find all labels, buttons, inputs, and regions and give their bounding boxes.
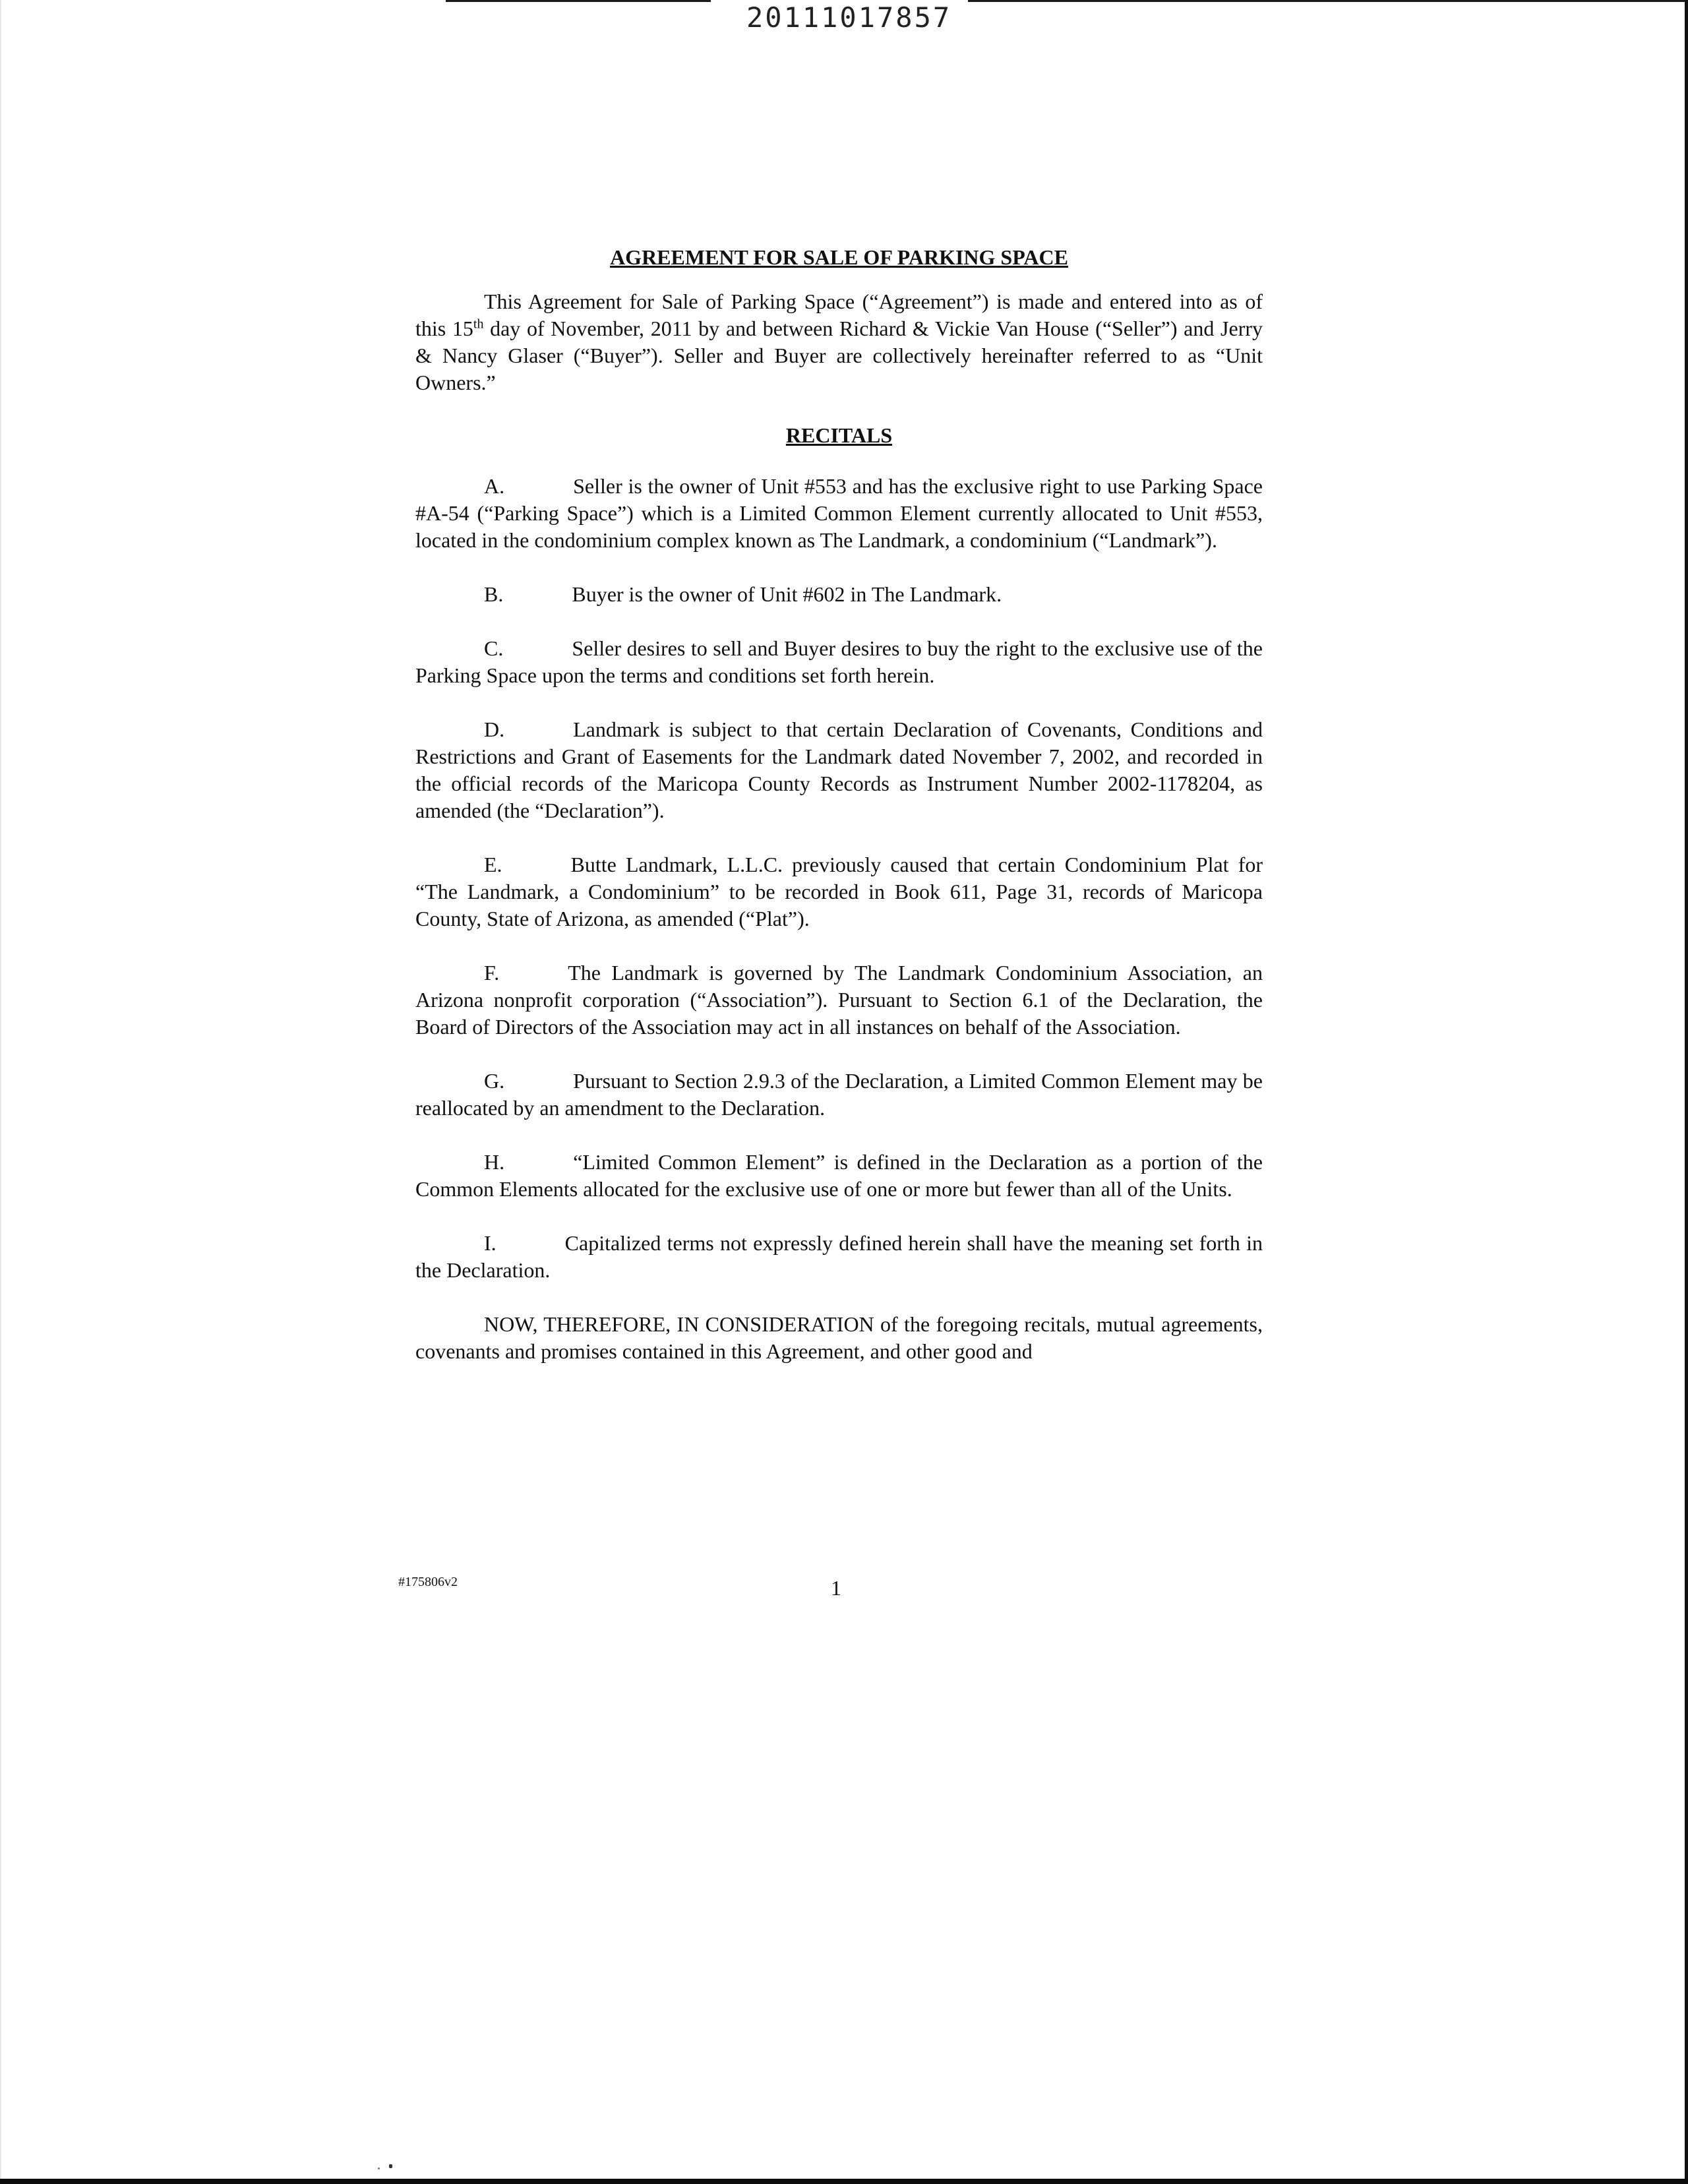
- document-body: [415, 245, 1263, 1392]
- scan-speck: [378, 2168, 380, 2169]
- recital-item-b: [415, 581, 1263, 608]
- recital-letter: D.: [484, 717, 505, 741]
- scan-edge-top-left: [446, 0, 711, 2]
- recital-text: Landmark is subject to that certain Declaration of Covenants, Conditions and Restrictions and Grant of Easements for the Landmark dated November 7, 2002, and recorded in the official records of the Maricopa County Records as Instrument Number 2002-1178204, as amended (the “Declaration”).: [415, 717, 1263, 822]
- recital-text: Seller desires to sell and Buyer desires to buy the right to the exclusive use of the Parking Space upon the terms and conditions set forth herein.: [415, 636, 1263, 687]
- recital-letter: I.: [484, 1231, 497, 1255]
- recital-text: Pursuant to Section 2.9.3 of the Declaration, a Limited Common Element may be reallocated by an amendment to the Declaration.: [415, 1069, 1263, 1120]
- recital-letter: G.: [484, 1069, 505, 1093]
- recital-item-d: [415, 716, 1263, 824]
- recital-text: Capitalized terms not expressly defined herein shall have the meaning set forth in the Declaration.: [415, 1231, 1263, 1282]
- scan-edge-left: [0, 0, 1, 2184]
- intro-text-part1: This Agreement for Sale of Parking Space (“Agreement”) is made and entered into as of this 15: [415, 289, 1263, 340]
- recital-item-f: [415, 959, 1263, 1041]
- recital-item-h: [415, 1149, 1263, 1203]
- recital-letter: A.: [484, 474, 505, 498]
- page-number: 1: [831, 1576, 841, 1600]
- scan-edge-bottom: [0, 2179, 1688, 2184]
- recital-item-c: [415, 635, 1263, 689]
- recital-text: Butte Landmark, L.L.C. previously caused that certain Condominium Plat for “The Landmark, a Condominium” to be recorded in Book 611, Page 31, records of Maricopa County, State of Arizona, as amended (“Plat”).: [415, 853, 1263, 930]
- recital-item-a: [415, 473, 1263, 554]
- recital-item-g: [415, 1068, 1263, 1122]
- recital-text: “Limited Common Element” is defined in the Declaration as a portion of the Common Elements allocated for the exclusive use of one or more but fewer than all of the Units.: [415, 1150, 1263, 1201]
- intro-superscript: th: [473, 317, 484, 332]
- recital-letter: B.: [484, 582, 504, 606]
- recital-text: Buyer is the owner of Unit #602 in The Landmark.: [572, 582, 1002, 606]
- recital-letter: F.: [484, 961, 500, 985]
- scan-edge-right: [1685, 0, 1688, 2184]
- recital-letter: C.: [484, 636, 504, 660]
- recital-letter: E.: [484, 853, 502, 876]
- intro-paragraph: [415, 288, 1263, 396]
- intro-text-part2: day of November, 2011 by and between Richard & Vickie Van House (“Seller”) and Jerry & Nancy Glaser (“Buyer”). Seller and Buyer are collectively hereinafter referred to as “Unit Owners.”: [415, 317, 1263, 394]
- recital-text: Seller is the owner of Unit #553 and has the exclusive right to use Parking Space #A-54 (“Parking Space”) which is a Limited Common Element currently allocated to Unit #553, located in the condominium complex known as The Landmark, a condominium (“Landmark”).: [415, 474, 1263, 552]
- scan-speck: [389, 2164, 392, 2168]
- document-id: #175806v2: [398, 1575, 458, 1589]
- recording-number: 20111017857: [746, 1, 952, 34]
- scan-edge-top-right: [968, 0, 1688, 2]
- recital-item-e: [415, 851, 1263, 932]
- recital-item-i: [415, 1230, 1263, 1284]
- recital-text: The Landmark is governed by The Landmark Condominium Association, an Arizona nonprofit corporation (“Association”). Pursuant to Section 6.1 of the Declaration, the Board of Directors of the Association may act in all instances on behalf of the Association.: [415, 961, 1263, 1039]
- closing-paragraph: NOW, THEREFORE, IN CONSIDERATION of the foregoing recitals, mutual agreements, covenants and promises contained in this Agreement, and other good and: [415, 1312, 1263, 1363]
- recitals-heading: RECITALS: [785, 423, 893, 447]
- recital-letter: H.: [484, 1150, 505, 1174]
- document-title: AGREEMENT FOR SALE OF PARKING SPACE: [610, 245, 1068, 269]
